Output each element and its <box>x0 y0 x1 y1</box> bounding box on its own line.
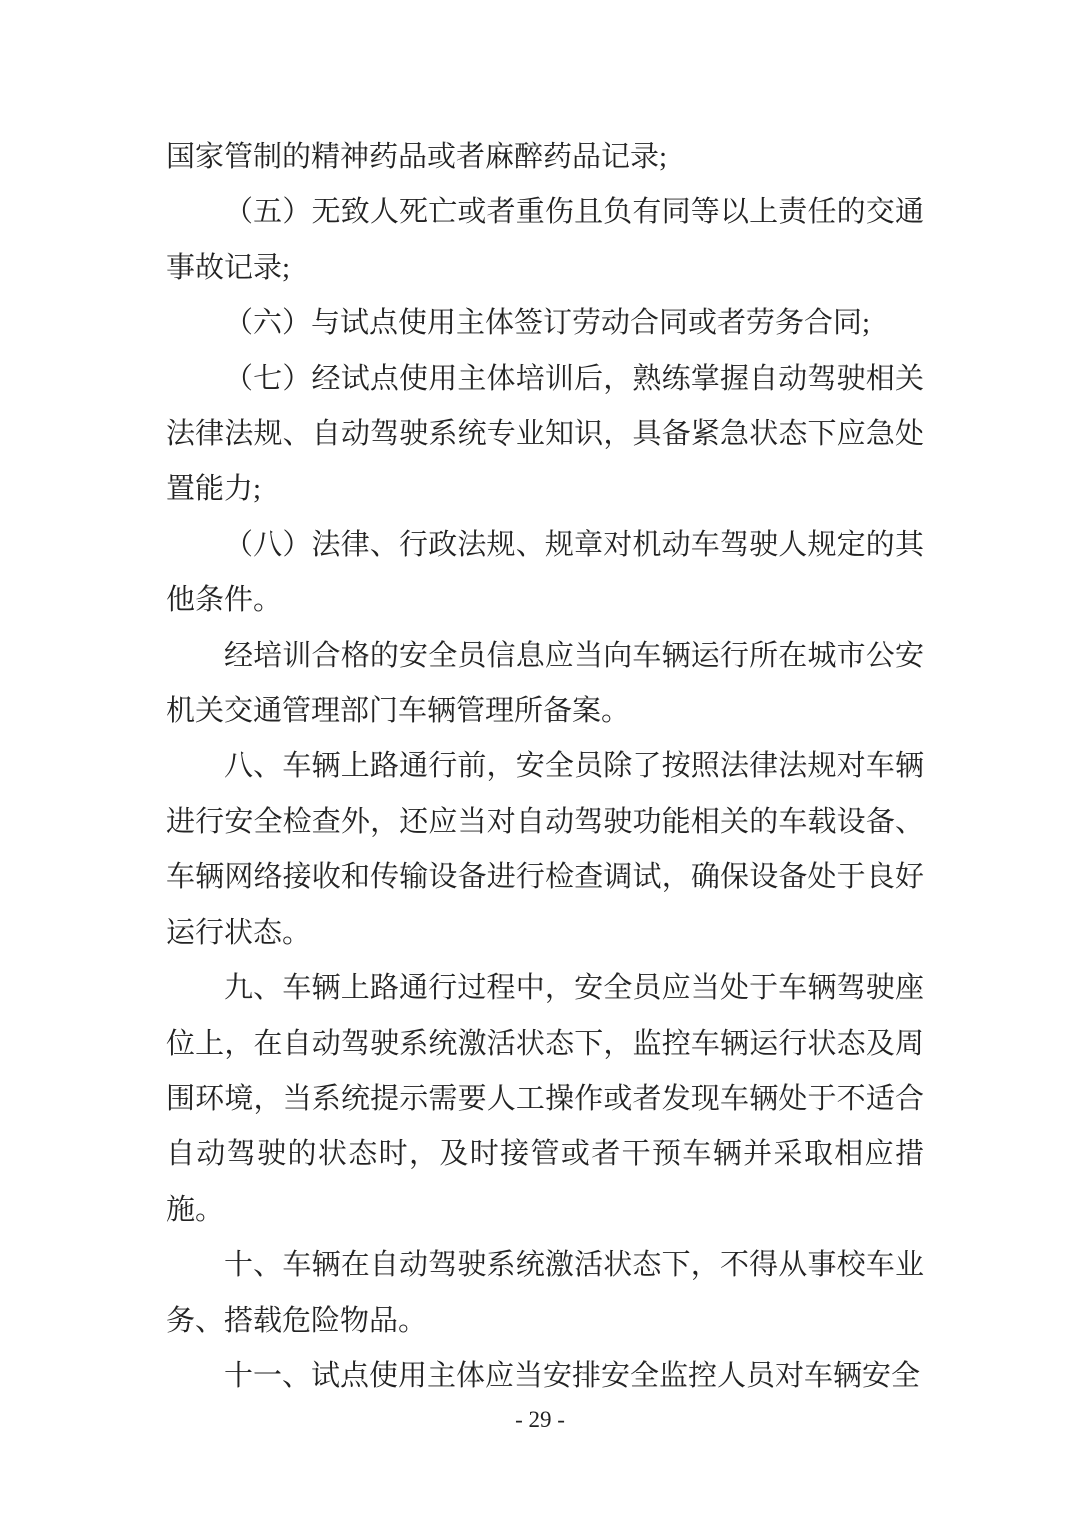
paragraph: 九、车辆上路通行过程中，安全员应当处于车辆驾驶座位上，在自动驾驶系统激活状态下，监控车辆运行状态及周围环境，当系统提示需要人工操作或者发现车辆处于不适合自动驾驶的状态时，及时接管或者干预车辆并采取相应措施。 <box>166 972 924 1226</box>
paragraph: 十一、试点使用主体应当安排安全监控人员对车辆安全 <box>224 1359 921 1392</box>
document-body <box>166 130 924 1404</box>
paragraph: （八）法律、行政法规、规章对机动车驾驶人规定的其他条件。 <box>166 528 924 617</box>
paragraph: 经培训合格的安全员信息应当向车辆运行所在城市公安机关交通管理部门车辆管理所备案。 <box>166 639 924 728</box>
paragraph: （五）无致人死亡或者重伤且负有同等以上责任的交通事故记录; <box>166 196 924 284</box>
paragraph: 国家管制的精神药品或者麻醉药品记录; <box>166 141 668 173</box>
paragraph: （七）经试点使用主体培训后，熟练掌握自动驾驶相关法律法规、自动驾驶系统专业知识，具备紧急状态下应急处置能力; <box>166 362 924 506</box>
page-number: - 29 - <box>515 1407 565 1432</box>
paragraph: 八、车辆上路通行前，安全员除了按照法律法规对车辆进行安全检查外，还应当对自动驾驶功能相关的车载设备、车辆网络接收和传输设备进行检查调试，确保设备处于良好运行状态。 <box>166 750 924 949</box>
paragraph: （六）与试点使用主体签订劳动合同或者劳务合同; <box>224 307 871 340</box>
paragraph: 十、车辆在自动驾驶系统激活状态下，不得从事校车业务、搭载危险物品。 <box>166 1249 924 1337</box>
